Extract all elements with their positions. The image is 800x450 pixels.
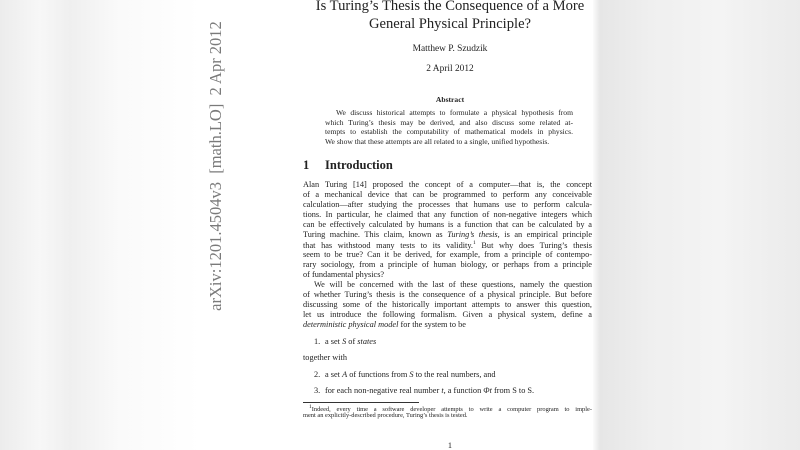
text: of functions from bbox=[347, 370, 410, 379]
text: But why does Turing’s thesis bbox=[475, 240, 592, 250]
body-line: We will be concerned with the last of these questions, namely the question bbox=[314, 280, 592, 289]
emphasis: Turing’s thesis bbox=[447, 230, 498, 239]
text: that has withstood many tests to its validity. bbox=[303, 240, 474, 250]
list-item bbox=[314, 370, 496, 379]
together-with: together with bbox=[303, 353, 348, 362]
text: a set bbox=[325, 370, 343, 379]
body-line: of fundamental physics? bbox=[303, 270, 385, 279]
body-line: Alan Turing [14] proposed the concept of a computer—that is, the concept bbox=[303, 180, 592, 189]
variable: S bbox=[409, 370, 414, 379]
abstract-line: We discuss historical attempts to formulate a physical hypothesis from bbox=[336, 108, 573, 117]
variable: t bbox=[441, 386, 444, 395]
item-number: 1. bbox=[314, 337, 321, 346]
item-number: 3. bbox=[314, 386, 321, 395]
list-item bbox=[314, 386, 534, 395]
text: for each non-negative real number bbox=[325, 386, 442, 395]
text: , a function bbox=[443, 386, 484, 395]
text: of bbox=[346, 337, 358, 346]
body-line: can be effectively calculated by humans is a function that can be calculated by a bbox=[303, 220, 592, 229]
body-line: of whether Turing’s thesis is the consequence of a physical principle. But before bbox=[303, 290, 592, 299]
footnote-line: ment an explicitly-described procedure, Turing’s thesis is tested. bbox=[303, 412, 468, 419]
variable: A bbox=[342, 370, 348, 379]
text: from S to S. bbox=[491, 386, 535, 395]
body-line: discussing some of the historically important attempts to answer this question, bbox=[303, 300, 592, 309]
footnote-ref[interactable]: 1 bbox=[473, 240, 476, 246]
abstract-heading: Abstract bbox=[435, 95, 465, 104]
text: Indeed, every time a software developer attempts to write a computer program to imple- bbox=[311, 406, 592, 414]
paper-title-line-2: General Physical Principle? bbox=[368, 16, 532, 32]
text: , is an empirical principle bbox=[497, 230, 593, 239]
footnote-rule bbox=[303, 402, 419, 403]
body-line: calculation—after studying the processes that humans use to perform calcula- bbox=[303, 200, 592, 209]
body-line: of a mechanical device that can be programmed to perform any conceivable bbox=[303, 190, 592, 199]
author: Matthew P. Szudzik bbox=[412, 44, 488, 54]
text: for the system to be bbox=[398, 320, 466, 329]
body-line bbox=[303, 320, 592, 329]
paper-title-line-1: Is Turing’s Thesis the Consequence of a More bbox=[315, 0, 585, 14]
body-line: tions. In particular, he claimed that any function of non-negative integers which bbox=[303, 210, 592, 219]
variable: Φt bbox=[483, 386, 492, 395]
emphasis: states bbox=[357, 337, 377, 346]
abstract-line: tempts to establish the computability of mathematical models in physics. bbox=[325, 127, 573, 136]
body-line bbox=[303, 240, 592, 250]
body-line: seem to be true? Can it be derived, for example, from a principle of contempo- bbox=[303, 250, 592, 259]
item-number: 2. bbox=[314, 370, 321, 379]
list-item bbox=[314, 337, 376, 346]
section-title: Introduction bbox=[325, 158, 393, 172]
page-number: 1 bbox=[447, 441, 453, 450]
body-line: rary sociology, from a principle of human biology, or perhaps from a principle bbox=[303, 260, 592, 269]
footnote-mark: 1 bbox=[309, 404, 312, 410]
section-heading bbox=[303, 158, 393, 173]
body-line bbox=[303, 230, 592, 239]
emphasis: deterministic physical model bbox=[303, 320, 399, 329]
body-line: let us introduce the following formalism. Given a physical system, define a bbox=[303, 310, 592, 319]
text: a set bbox=[325, 337, 343, 346]
variable: S bbox=[342, 337, 347, 346]
abstract-line: which Turing’s thesis may be derived, and also discuss some related at- bbox=[325, 117, 573, 127]
abstract-line: We show that these attempts are all related to a single, unified hypothesis. bbox=[325, 136, 550, 146]
date: 2 April 2012 bbox=[426, 64, 474, 74]
text: to the real numbers, and bbox=[413, 370, 496, 379]
section-number: 1 bbox=[303, 158, 310, 172]
arxiv-stamp: arXiv:1201.4504v3 [math.LO] 2 Apr 2012 bbox=[206, 21, 225, 311]
text: Turing machine. This claim, known as bbox=[303, 230, 448, 239]
